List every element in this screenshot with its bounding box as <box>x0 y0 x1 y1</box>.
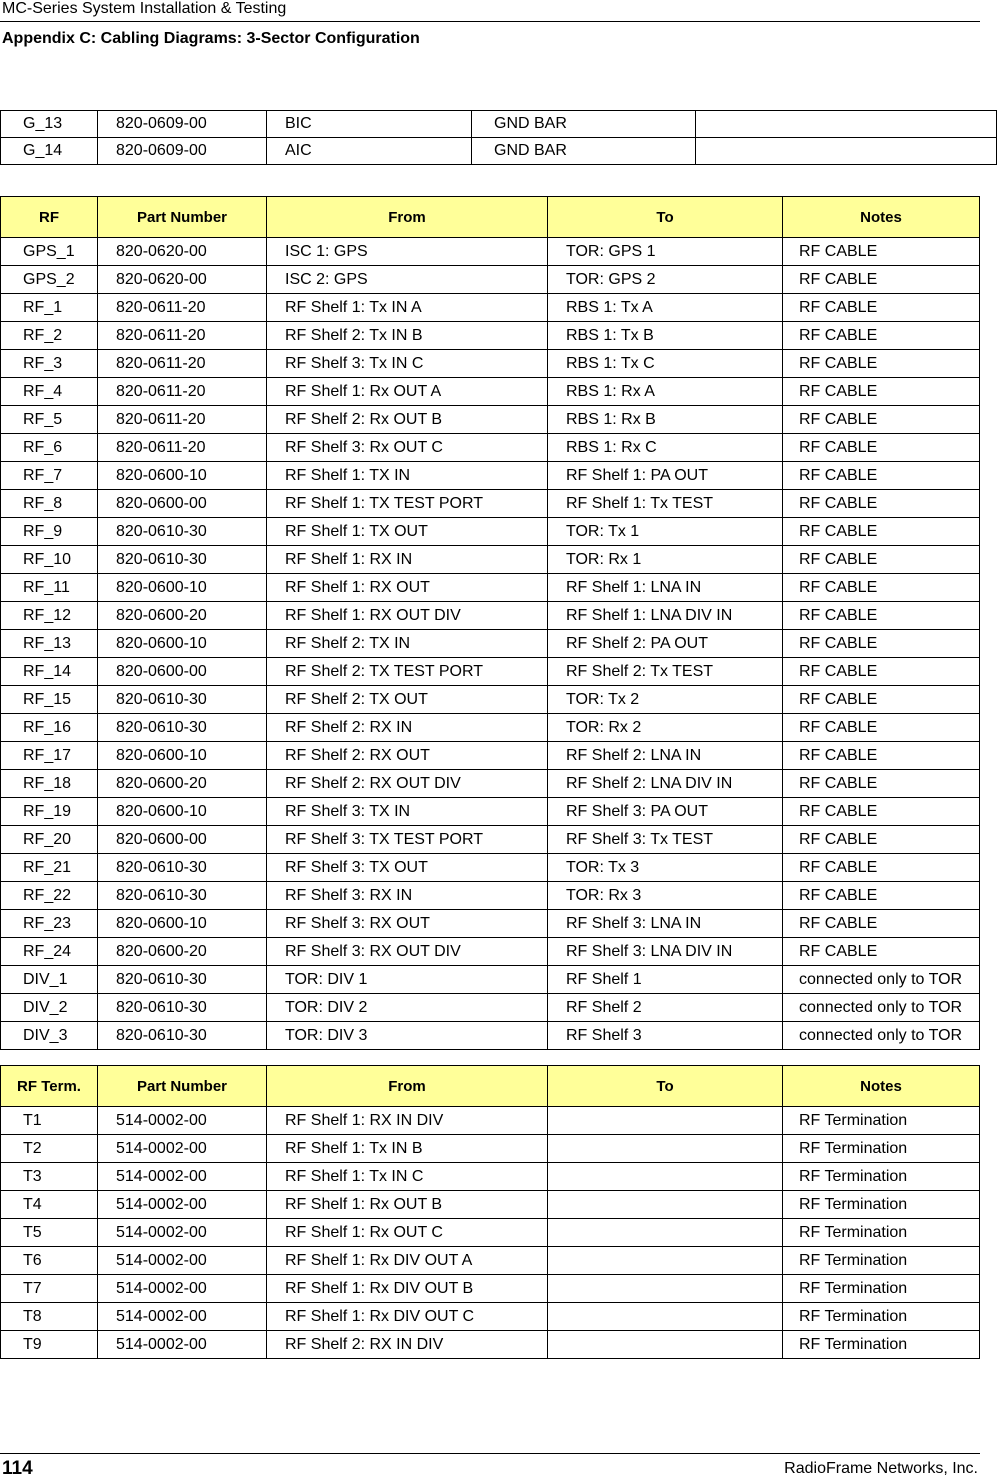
rf-table-row <box>1 742 980 770</box>
from-cell: RF Shelf 1: TX OUT <box>267 518 548 546</box>
to-cell: RF Shelf 2: LNA IN <box>548 742 783 770</box>
from-cell: RF Shelf 3: TX OUT <box>267 854 548 882</box>
id-cell: G_13 <box>1 111 98 138</box>
rf-table-row <box>1 770 980 798</box>
from-cell: RF Shelf 1: Rx DIV OUT A <box>267 1247 548 1275</box>
to-cell: RF Shelf 2 <box>548 994 783 1022</box>
part-number-cell: 820-0600-10 <box>98 462 267 490</box>
part-number-cell: 820-0609-00 <box>98 111 267 138</box>
notes-cell: RF CABLE <box>783 910 980 938</box>
term-table-row <box>1 1247 980 1275</box>
rf-table-row <box>1 686 980 714</box>
part-number-cell: 820-0610-30 <box>98 518 267 546</box>
rf-cable-table <box>0 196 980 1050</box>
to-cell: RF Shelf 2: LNA DIV IN <box>548 770 783 798</box>
ground-cable-table <box>0 110 997 165</box>
from-cell: RF Shelf 1: RX IN <box>267 546 548 574</box>
notes-cell: RF CABLE <box>783 798 980 826</box>
part-number-cell: 820-0610-30 <box>98 994 267 1022</box>
rf-term-col-header: RF Term. <box>1 1066 98 1107</box>
to-cell: RBS 1: Rx A <box>548 378 783 406</box>
part-number-cell: 820-0610-30 <box>98 714 267 742</box>
rf-table-row <box>1 938 980 966</box>
part-number-cell: 820-0610-30 <box>98 1022 267 1050</box>
to-cell: TOR: GPS 1 <box>548 238 783 266</box>
header-rule <box>0 21 980 22</box>
rf-table-row <box>1 798 980 826</box>
document-section-title: Appendix C: Cabling Diagrams: 3-Sector Configuration <box>2 30 420 47</box>
rf-table-row <box>1 406 980 434</box>
part-number-cell: 820-0610-30 <box>98 686 267 714</box>
notes-cell: RF Termination <box>783 1275 980 1303</box>
notes-cell: RF Termination <box>783 1303 980 1331</box>
from-cell: RF Shelf 1: RX OUT <box>267 574 548 602</box>
to-cell: RF Shelf 1: LNA DIV IN <box>548 602 783 630</box>
rf-table-row <box>1 882 980 910</box>
to-cell: RF Shelf 2: Tx TEST <box>548 658 783 686</box>
footer-rule <box>0 1453 980 1454</box>
ground-table-row <box>1 111 997 138</box>
id-cell: RF_19 <box>1 798 98 826</box>
id-cell: RF_4 <box>1 378 98 406</box>
notes-cell: RF CABLE <box>783 434 980 462</box>
notes-cell: RF CABLE <box>783 406 980 434</box>
part-number-cell: 820-0600-20 <box>98 938 267 966</box>
part-number-cell: 514-0002-00 <box>98 1303 267 1331</box>
from-col-header: From <box>267 1066 548 1107</box>
from-cell: RF Shelf 1: Rx DIV OUT C <box>267 1303 548 1331</box>
id-cell: RF_22 <box>1 882 98 910</box>
notes-cell: RF Termination <box>783 1331 980 1359</box>
to-cell: RBS 1: Tx C <box>548 350 783 378</box>
part-number-cell: 820-0600-20 <box>98 770 267 798</box>
notes-cell: RF CABLE <box>783 322 980 350</box>
notes-col-header: Notes <box>783 197 980 238</box>
id-cell: RF_14 <box>1 658 98 686</box>
id-cell: DIV_1 <box>1 966 98 994</box>
to-cell <box>548 1163 783 1191</box>
rf-table-header-row <box>1 197 980 238</box>
from-cell: RF Shelf 3: Rx OUT C <box>267 434 548 462</box>
notes-cell: RF CABLE <box>783 238 980 266</box>
rf-table-row <box>1 966 980 994</box>
to-cell: RF Shelf 3 <box>548 1022 783 1050</box>
to-cell: RF Shelf 3: LNA IN <box>548 910 783 938</box>
notes-cell: RF CABLE <box>783 742 980 770</box>
part-number-cell: 820-0611-20 <box>98 322 267 350</box>
part-number-cell: 820-0610-30 <box>98 546 267 574</box>
notes-cell: RF CABLE <box>783 854 980 882</box>
from-cell: RF Shelf 2: TX IN <box>267 630 548 658</box>
id-cell: T2 <box>1 1135 98 1163</box>
term-table-row <box>1 1135 980 1163</box>
rf-table-row <box>1 602 980 630</box>
id-cell: RF_17 <box>1 742 98 770</box>
part-number-cell: 820-0600-10 <box>98 630 267 658</box>
term-table-row <box>1 1163 980 1191</box>
part-number-cell: 820-0620-00 <box>98 238 267 266</box>
from-cell: RF Shelf 1: Rx OUT C <box>267 1219 548 1247</box>
part-number-cell: 820-0610-30 <box>98 966 267 994</box>
to-cell <box>548 1135 783 1163</box>
id-cell: RF_24 <box>1 938 98 966</box>
rf-table-row <box>1 546 980 574</box>
notes-cell: RF CABLE <box>783 630 980 658</box>
rf-table-row <box>1 826 980 854</box>
to-cell <box>548 1303 783 1331</box>
from-cell: TOR: DIV 2 <box>267 994 548 1022</box>
notes-cell: RF CABLE <box>783 378 980 406</box>
notes-cell: RF Termination <box>783 1135 980 1163</box>
id-cell: G_14 <box>1 138 98 165</box>
from-cell: TOR: DIV 3 <box>267 1022 548 1050</box>
notes-cell: connected only to TOR <box>783 966 980 994</box>
to-cell <box>548 1219 783 1247</box>
rf-table-row <box>1 574 980 602</box>
notes-cell: RF Termination <box>783 1163 980 1191</box>
part-number-cell: 820-0611-20 <box>98 406 267 434</box>
id-cell: DIV_2 <box>1 994 98 1022</box>
rf-termination-table <box>0 1065 980 1359</box>
notes-cell: RF CABLE <box>783 938 980 966</box>
part-number-cell: 820-0611-20 <box>98 434 267 462</box>
term-table-row <box>1 1191 980 1219</box>
notes-cell: RF Termination <box>783 1219 980 1247</box>
part-number-col-header: Part Number <box>98 197 267 238</box>
from-cell: RF Shelf 2: TX OUT <box>267 686 548 714</box>
id-cell: RF_7 <box>1 462 98 490</box>
rf-table-row <box>1 910 980 938</box>
from-col-header: From <box>267 197 548 238</box>
notes-cell: RF CABLE <box>783 574 980 602</box>
to-cell: TOR: Rx 1 <box>548 546 783 574</box>
to-cell: RF Shelf 1: LNA IN <box>548 574 783 602</box>
notes-cell: RF CABLE <box>783 770 980 798</box>
to-cell: GND BAR <box>472 111 696 138</box>
id-cell: T9 <box>1 1331 98 1359</box>
notes-cell: RF CABLE <box>783 462 980 490</box>
id-cell: T5 <box>1 1219 98 1247</box>
notes-cell: RF CABLE <box>783 686 980 714</box>
ground-table-row <box>1 138 997 165</box>
part-number-cell: 514-0002-00 <box>98 1275 267 1303</box>
rf-table-row <box>1 350 980 378</box>
part-number-cell: 820-0600-10 <box>98 798 267 826</box>
id-cell: RF_15 <box>1 686 98 714</box>
to-cell <box>548 1191 783 1219</box>
rf-table-row <box>1 490 980 518</box>
from-cell: RF Shelf 3: TX IN <box>267 798 548 826</box>
part-number-cell: 820-0600-00 <box>98 658 267 686</box>
to-cell: RBS 1: Tx A <box>548 294 783 322</box>
from-cell: TOR: DIV 1 <box>267 966 548 994</box>
notes-cell: RF CABLE <box>783 518 980 546</box>
id-cell: RF_16 <box>1 714 98 742</box>
part-number-cell: 820-0600-10 <box>98 742 267 770</box>
part-number-cell: 820-0609-00 <box>98 138 267 165</box>
to-cell <box>548 1247 783 1275</box>
part-number-cell: 514-0002-00 <box>98 1331 267 1359</box>
from-cell: ISC 1: GPS <box>267 238 548 266</box>
to-cell: RF Shelf 1: PA OUT <box>548 462 783 490</box>
notes-cell: RF Termination <box>783 1247 980 1275</box>
part-number-cell: 820-0600-10 <box>98 574 267 602</box>
to-cell: RF Shelf 2: PA OUT <box>548 630 783 658</box>
part-number-cell: 820-0600-00 <box>98 490 267 518</box>
id-cell: RF_12 <box>1 602 98 630</box>
from-cell: RF Shelf 3: Tx IN C <box>267 350 548 378</box>
from-cell: RF Shelf 1: Rx OUT A <box>267 378 548 406</box>
from-cell: RF Shelf 1: RX IN DIV <box>267 1107 548 1135</box>
notes-cell: RF CABLE <box>783 350 980 378</box>
term-table-row <box>1 1107 980 1135</box>
from-cell: RF Shelf 3: RX OUT <box>267 910 548 938</box>
id-cell: GPS_1 <box>1 238 98 266</box>
from-cell: RF Shelf 2: RX IN DIV <box>267 1331 548 1359</box>
from-cell: RF Shelf 2: TX TEST PORT <box>267 658 548 686</box>
id-cell: T3 <box>1 1163 98 1191</box>
rf-table-row <box>1 378 980 406</box>
id-cell: T6 <box>1 1247 98 1275</box>
part-number-cell: 820-0600-00 <box>98 826 267 854</box>
from-cell: RF Shelf 1: Rx OUT B <box>267 1191 548 1219</box>
id-cell: RF_21 <box>1 854 98 882</box>
notes-cell: connected only to TOR <box>783 994 980 1022</box>
term-table-row <box>1 1303 980 1331</box>
part-number-cell: 514-0002-00 <box>98 1163 267 1191</box>
notes-cell <box>696 111 997 138</box>
term-table-header-row <box>1 1066 980 1107</box>
to-cell: RF Shelf 3: Tx TEST <box>548 826 783 854</box>
to-cell: TOR: Rx 3 <box>548 882 783 910</box>
part-number-cell: 514-0002-00 <box>98 1191 267 1219</box>
id-cell: RF_2 <box>1 322 98 350</box>
to-cell <box>548 1107 783 1135</box>
from-cell: RF Shelf 1: Tx IN B <box>267 1135 548 1163</box>
part-number-cell: 820-0610-30 <box>98 882 267 910</box>
to-cell: TOR: Tx 3 <box>548 854 783 882</box>
rf-table-row <box>1 462 980 490</box>
to-cell: RBS 1: Tx B <box>548 322 783 350</box>
to-cell <box>548 1331 783 1359</box>
id-cell: RF_9 <box>1 518 98 546</box>
rf-table-row <box>1 854 980 882</box>
from-cell: RF Shelf 2: Tx IN B <box>267 322 548 350</box>
notes-cell: RF CABLE <box>783 658 980 686</box>
rf-table-row <box>1 630 980 658</box>
to-cell: RF Shelf 3: PA OUT <box>548 798 783 826</box>
id-cell: T4 <box>1 1191 98 1219</box>
part-number-col-header: Part Number <box>98 1066 267 1107</box>
part-number-cell: 514-0002-00 <box>98 1107 267 1135</box>
id-cell: RF_8 <box>1 490 98 518</box>
rf-table-row <box>1 266 980 294</box>
rf-table-row <box>1 714 980 742</box>
to-cell: GND BAR <box>472 138 696 165</box>
to-col-header: To <box>548 1066 783 1107</box>
part-number-cell: 514-0002-00 <box>98 1247 267 1275</box>
from-cell: RF Shelf 3: TX TEST PORT <box>267 826 548 854</box>
term-table-row <box>1 1219 980 1247</box>
to-cell: RF Shelf 1: Tx TEST <box>548 490 783 518</box>
rf-table-row <box>1 238 980 266</box>
rf-table-row <box>1 658 980 686</box>
notes-cell: RF CABLE <box>783 546 980 574</box>
id-cell: RF_13 <box>1 630 98 658</box>
notes-cell: RF CABLE <box>783 882 980 910</box>
id-cell: RF_5 <box>1 406 98 434</box>
part-number-cell: 820-0610-30 <box>98 854 267 882</box>
to-cell: TOR: Rx 2 <box>548 714 783 742</box>
part-number-cell: 820-0600-10 <box>98 910 267 938</box>
part-number-cell: 820-0611-20 <box>98 294 267 322</box>
notes-cell: RF Termination <box>783 1107 980 1135</box>
from-cell: RF Shelf 3: RX OUT DIV <box>267 938 548 966</box>
to-cell: TOR: GPS 2 <box>548 266 783 294</box>
part-number-cell: 514-0002-00 <box>98 1135 267 1163</box>
from-cell: RF Shelf 2: RX OUT <box>267 742 548 770</box>
rf-table-row <box>1 434 980 462</box>
from-cell: ISC 2: GPS <box>267 266 548 294</box>
id-cell: DIV_3 <box>1 1022 98 1050</box>
notes-cell <box>696 138 997 165</box>
company-name: RadioFrame Networks, Inc. <box>784 1460 978 1477</box>
id-cell: RF_1 <box>1 294 98 322</box>
from-cell: RF Shelf 1: Rx DIV OUT B <box>267 1275 548 1303</box>
from-cell: RF Shelf 3: RX IN <box>267 882 548 910</box>
rf-table-row <box>1 322 980 350</box>
notes-cell: RF CABLE <box>783 294 980 322</box>
notes-cell: RF CABLE <box>783 490 980 518</box>
to-cell <box>548 1275 783 1303</box>
rf-table-row <box>1 294 980 322</box>
id-cell: RF_18 <box>1 770 98 798</box>
notes-cell: RF CABLE <box>783 602 980 630</box>
from-cell: RF Shelf 1: TX TEST PORT <box>267 490 548 518</box>
page-number: 114 <box>2 1458 33 1479</box>
id-cell: T1 <box>1 1107 98 1135</box>
from-cell: AIC <box>267 138 472 165</box>
to-cell: TOR: Tx 1 <box>548 518 783 546</box>
id-cell: RF_23 <box>1 910 98 938</box>
notes-cell: RF CABLE <box>783 714 980 742</box>
from-cell: BIC <box>267 111 472 138</box>
notes-cell: RF CABLE <box>783 266 980 294</box>
id-cell: RF_11 <box>1 574 98 602</box>
id-cell: RF_3 <box>1 350 98 378</box>
notes-cell: RF CABLE <box>783 826 980 854</box>
id-cell: RF_6 <box>1 434 98 462</box>
from-cell: RF Shelf 2: Rx OUT B <box>267 406 548 434</box>
rf-table-row <box>1 518 980 546</box>
term-table-row <box>1 1331 980 1359</box>
from-cell: RF Shelf 2: RX IN <box>267 714 548 742</box>
from-cell: RF Shelf 1: TX IN <box>267 462 548 490</box>
to-cell: RBS 1: Rx C <box>548 434 783 462</box>
to-cell: RBS 1: Rx B <box>548 406 783 434</box>
part-number-cell: 820-0620-00 <box>98 266 267 294</box>
part-number-cell: 514-0002-00 <box>98 1219 267 1247</box>
notes-cell: RF Termination <box>783 1191 980 1219</box>
from-cell: RF Shelf 1: RX OUT DIV <box>267 602 548 630</box>
part-number-cell: 820-0611-20 <box>98 350 267 378</box>
notes-cell: connected only to TOR <box>783 1022 980 1050</box>
from-cell: RF Shelf 1: Tx IN C <box>267 1163 548 1191</box>
to-cell: TOR: Tx 2 <box>548 686 783 714</box>
from-cell: RF Shelf 1: Tx IN A <box>267 294 548 322</box>
id-cell: T8 <box>1 1303 98 1331</box>
id-cell: T7 <box>1 1275 98 1303</box>
notes-col-header: Notes <box>783 1066 980 1107</box>
to-col-header: To <box>548 197 783 238</box>
to-cell: RF Shelf 3: LNA DIV IN <box>548 938 783 966</box>
part-number-cell: 820-0611-20 <box>98 378 267 406</box>
term-table-row <box>1 1275 980 1303</box>
id-cell: RF_10 <box>1 546 98 574</box>
rf-col-header: RF <box>1 197 98 238</box>
id-cell: RF_20 <box>1 826 98 854</box>
id-cell: GPS_2 <box>1 266 98 294</box>
part-number-cell: 820-0600-20 <box>98 602 267 630</box>
from-cell: RF Shelf 2: RX OUT DIV <box>267 770 548 798</box>
to-cell: RF Shelf 1 <box>548 966 783 994</box>
rf-table-row <box>1 1022 980 1050</box>
document-header-title: MC-Series System Installation & Testing <box>2 0 287 17</box>
rf-table-row <box>1 994 980 1022</box>
